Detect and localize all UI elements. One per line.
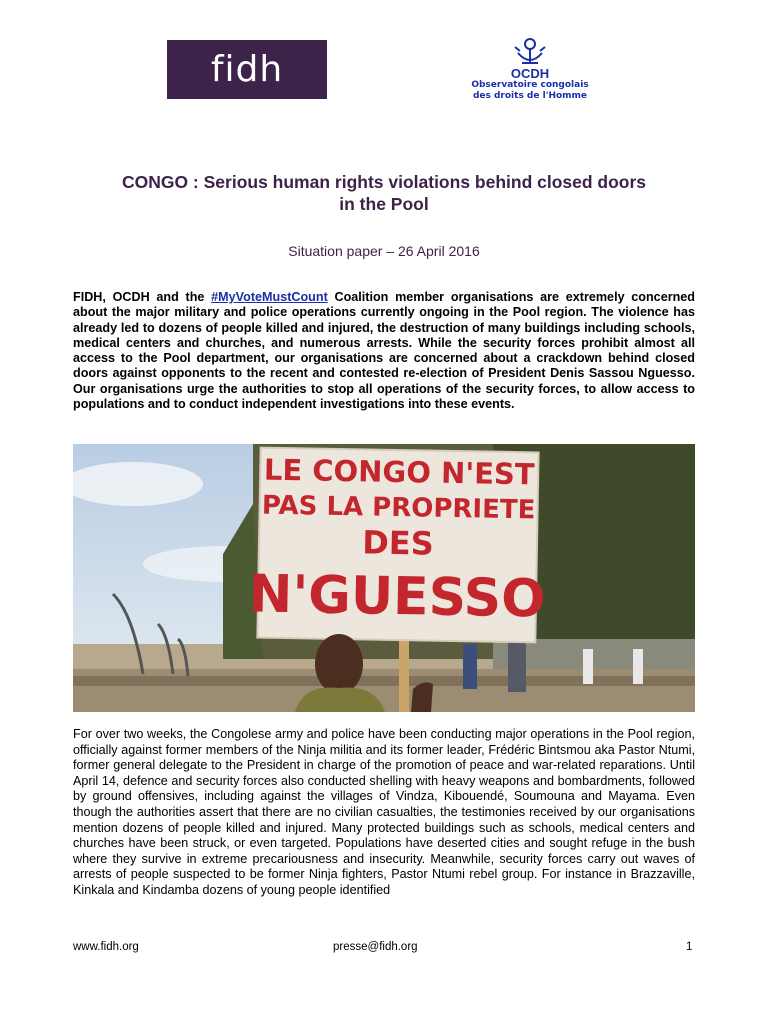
fidh-logo-text: fidh [210,49,284,90]
sign-line4: N'GUESSO [248,564,546,630]
sign-line1: LE CONGO N'EST [263,452,535,492]
ocdh-name: OCDH [510,66,550,81]
page-title-line2: in the Pool [339,194,429,214]
sign-line3: DES [361,523,435,563]
footer-email[interactable]: presse@fidh.org [333,941,418,953]
page-title [60,171,708,215]
ocdh-logo [455,37,605,107]
intro-paragraph [73,290,695,412]
ocdh-subtitle-line2: des droits de l'Homme [472,91,588,101]
footer-website[interactable]: www.fidh.org [73,941,139,953]
protest-photo-illustration [73,444,695,712]
ocdh-emblem-icon [510,37,550,69]
intro-text-rest: Coalition member organisations are extremely concerned about the major military and police operations currently ongoing in the Pool region. The violence has already led to dozens of people killed and injured, the destruction of many buildings including schools, medical centers and churches, and numerous arrests. While the security forces prohibit almost all access to the Pool department, our organisations are concerned about a crackdown behind closed doors against opponents to the recent and contested re-election of President Denis Sassou Nguesso. Our organisations urge the authorities to stop all operations of the security forces, to allow access to populations and to conduct independent investigations into these events. [73,290,695,412]
page-title-line1: CONGO : Serious human rights violations behind closed doors [121,172,647,192]
fidh-logo [167,40,327,99]
hashtag-link[interactable]: #MyVoteMustCount [211,290,328,304]
page-number: 1 [686,941,693,953]
intro-text-start: FIDH, OCDH and the [73,290,212,304]
ocdh-subtitle-line1: Observatoire congolais [471,80,589,90]
sign-line2: PAS LA PROPRIETE [261,490,536,526]
protest-photo [73,444,695,712]
body-paragraph: For over two weeks, the Congolese army and police have been conducting major operations in the Pool region, officially against former members of the Ninja militia and its former leader, Frédéric Bintsmou aka Pastor Ntumi, former general delegate to the President in charge of the promotion of peace and war-related reparations. Until April 14, defence and security forces also conducted shelling with heavy weapons and bombardments, followed by ground offensives, including against the villages of Vindza, Kibouendé, Soumouna and Mayama. Even though the authorities assert that there are no civilian casualties, the testimonies received by our organisations mention dozens of people killed and injured. Many protected buildings such as schools, medical centers and churches have been struck, or even targeted. Populations have deserted cities and sought refuge in the bush where they survive in extreme precariousness and insecurity. Meanwhile, security forces carry out waves of arrests of people suspected to be former Ninja fighters, Pastor Ntumi rebel group. For instance in Brazzaville, Kinkala and Kindamba dozens of young people identified [73,727,695,897]
page-subtitle: Situation paper – 26 April 2016 [288,243,480,259]
